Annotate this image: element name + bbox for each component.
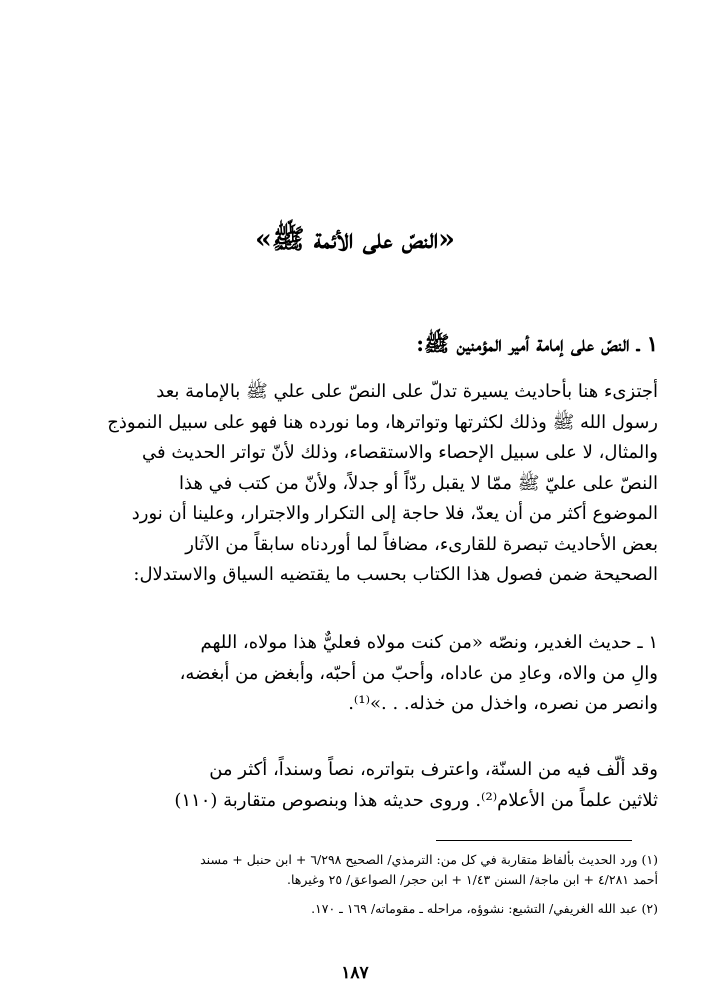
paragraph-line: الصحيحة ضمن فصول هذا الكتاب بحسب ما يقتضيه السياق والاستدلال: — [133, 564, 658, 585]
paragraph-line: وانصر من نصره، واخذل من خذله. . .»⁽¹⁾. — [348, 693, 658, 714]
footnote-1-line: أحمد ٤/٢٨١ + ابن ماجة/ السنن ١/٤٣ + ابن حجر/ الصواعق/ ٢٥ وغيرها. — [287, 872, 658, 887]
paragraph-line: ١ ـ حديث الغدير، ونصّه «من كنت مولاه فعليٌّ هذا مولاه، اللهم — [200, 632, 658, 653]
paragraph-line: وقد ألّف فيه من السنّة، واعترف بتواتره، نصاً وسنداً، أكثر من — [209, 759, 658, 780]
page-number: ١٨٧ — [341, 963, 369, 983]
paragraph-line: بعض الأحاديث تبصرة للقارىء، مضافاً لما أوردناه سابقاً من الآثار — [185, 533, 658, 555]
footnote-divider — [436, 840, 632, 841]
paragraph-line: ثلاثين علماً من الأعلام⁽²⁾. وروى حديثه هذا وبنصوص متقاربة (١١٠) — [174, 789, 658, 811]
footnotes — [38, 850, 658, 919]
paragraph-intro — [38, 377, 658, 591]
chapter-title: «النصّ على الأئمة ﷺ» — [255, 224, 455, 255]
paragraph-line: رسول الله ﷺ وذلك لكثرتها وتواترها، وما نورده هنا فهو على سبيل النموذج — [107, 411, 658, 433]
paragraph-line: والِ من والاه، وعادِ من عاداه، وأحبّ من أحبّه، وأبغض من أبغضه، — [179, 662, 658, 684]
footnote-2-line: (٢) عبد الله الغريفي/ التشيع: نشوؤه، مراحله ـ مقوماته/ ١٦٩ ـ ١٧٠. — [311, 901, 658, 916]
paragraph-line: أجتزىء هنا بأحاديث يسيرة تدلّ على النصّ على علي ﷺ بالإمامة بعد — [156, 381, 658, 402]
paragraph-tawatur — [38, 755, 658, 816]
section-heading: ١ ـ النصّ على إمامة أمير المؤمنين ﷺ: — [416, 331, 658, 356]
paragraph-line: الموضوع أكثر من أن يعدّ، فلا حاجة إلى التكرار والاجترار، وعلينا أن نورد — [131, 503, 658, 524]
paragraph-line: النصّ على عليّ ﷺ ممّا لا يقبل ردّاً أو جدلاً، ولأنّ من كتب في هذا — [179, 472, 658, 494]
paragraph-ghadir-hadith — [38, 628, 658, 720]
footnote-spacer — [38, 890, 658, 899]
footnote-1-line: (١) ورد الحديث بألفاظ متقاربة في كل من: الترمذي/ الصحيح ٦/٢٩٨ + ابن حنبل + مسند — [200, 852, 658, 867]
paragraph-line: والمثال، لا على سبيل الإحصاء والاستقصاء، وذلك لأنّ تواتر الحديث في — [142, 442, 658, 463]
